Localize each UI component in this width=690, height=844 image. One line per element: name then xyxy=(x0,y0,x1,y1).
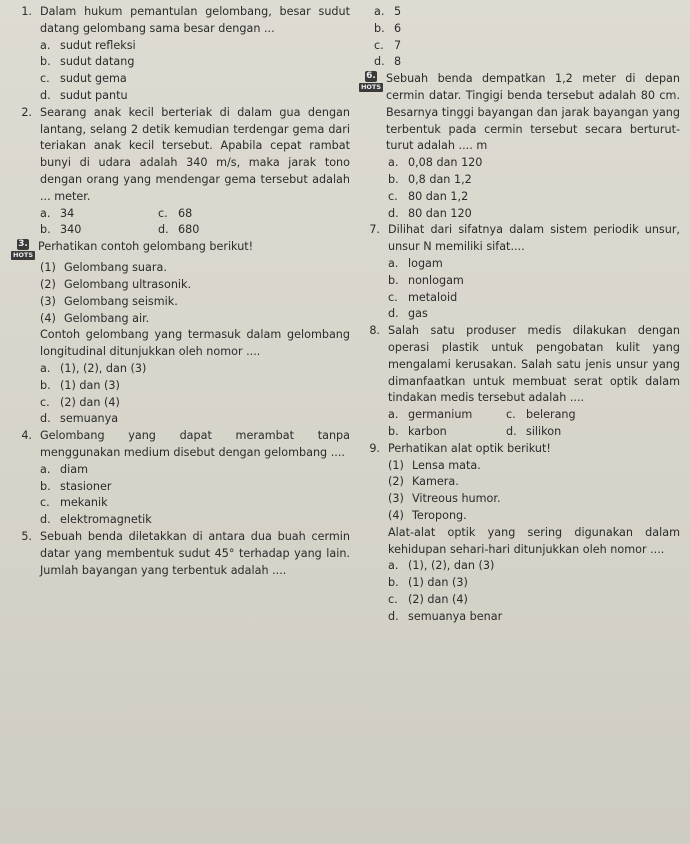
option-b[interactable]: b. 6 xyxy=(374,21,402,35)
option-a[interactable]: a. sudut refleksi xyxy=(40,38,136,52)
option-c[interactable]: c. sudut gema xyxy=(40,72,127,86)
left-column xyxy=(14,4,350,579)
option-b[interactable]: b. (1) dan (3) xyxy=(40,378,120,392)
list-item: (1) Gelombang suara. xyxy=(40,261,167,275)
option-d[interactable]: d. 80 dan 120 xyxy=(388,206,472,220)
list-item: (2) Gelombang ultrasonik. xyxy=(40,277,192,291)
question-3-options xyxy=(40,361,350,428)
option-d[interactable]: d. semuanya benar xyxy=(388,609,503,623)
option-a[interactable]: a. logam xyxy=(388,256,443,270)
question-text: Sebuah benda diletakkan di antara dua buah cermin datar yang membentuk sudut 45° terhadap yang lain. Jumlah bayangan yang terbentuk adalah .... xyxy=(40,529,350,577)
question-text: Searang anak kecil berteriak di dalam gua dengan lantang, selang 2 detik kemudian terdengar gema dari teriakan anak kecil tersebut. Apabila cepat rambat bunyi di udara adalah 340 m/s, maka jarak tono dengan orang yang mendengar gema tersebut adalah ... meter. xyxy=(40,105,350,203)
question-9-options xyxy=(388,558,680,625)
question-text: Sebuah benda dempatkan 1,2 meter di depan cermin datar. Tingigi benda tersebut adalah 80 cm. Besarnya tinggi bayangan dan jarak bayangan yang terbentuk pada cermin tersebut secara berturut-turut adalah .... m xyxy=(386,72,680,153)
list-item: (1) Lensa mata. xyxy=(388,458,481,472)
option-a[interactable]: a. (1), (2), dan (3) xyxy=(388,559,495,573)
list-item: (2) Kamera. xyxy=(388,475,459,489)
option-b[interactable]: b. sudut datang xyxy=(40,55,135,69)
option-c[interactable]: c. 80 dan 1,2 xyxy=(388,189,469,203)
list-item: (4) Teropong. xyxy=(388,508,467,522)
question-9 xyxy=(362,441,680,458)
option-d[interactable]: d. silikon xyxy=(506,424,562,438)
option-c[interactable]: c. (2) dan (4) xyxy=(40,395,120,409)
question-number: 7. xyxy=(369,223,380,237)
question-8-options xyxy=(388,407,680,441)
list-item: (3) Vitreous humor. xyxy=(388,492,501,506)
option-a[interactable]: a. 5 xyxy=(374,5,402,18)
hots-badge: 3. HOTS xyxy=(12,239,34,260)
option-a[interactable]: a. 0,08 dan 120 xyxy=(388,156,483,170)
option-a[interactable]: a. diam xyxy=(40,462,88,476)
option-d[interactable]: d. elektromagnetik xyxy=(40,513,152,527)
question-7 xyxy=(362,222,680,256)
option-d[interactable]: d. 8 xyxy=(374,55,402,69)
question-2-options xyxy=(40,206,350,240)
question-number: 9. xyxy=(369,441,380,455)
question-text: Dalam hukum pemantulan gelombang, besar sudut datang gelombang sama besar dengan ... xyxy=(40,5,350,35)
question-3 xyxy=(14,239,350,260)
question-5 xyxy=(14,529,350,579)
list-item: (3) Gelombang seismik. xyxy=(40,294,178,308)
option-c[interactable]: c. 7 xyxy=(374,38,402,52)
question-text: Dilihat dari sifatnya dalam sistem periodik unsur, unsur N memiliki sifat.... xyxy=(388,223,680,254)
question-text: Salah satu produser medis dilakukan dengan operasi plastik untuk pengobatan kulit yang mengalami kerusakan. Salah satu jenis unsur yang dimanfaatkan untuk membuat serat optik dalam tindakan medis tersebut adalah .... xyxy=(388,324,680,405)
question-4-options xyxy=(40,462,350,529)
option-b[interactable]: b. karbon xyxy=(388,424,447,438)
carryover-options xyxy=(374,4,680,71)
option-b[interactable]: b. stasioner xyxy=(40,479,112,493)
option-c[interactable]: c. metaloid xyxy=(388,290,458,304)
question-1-options xyxy=(40,38,350,105)
hots-badge: 6. HOTS xyxy=(360,71,382,92)
question-9-text2: Alat-alat optik yang sering digunakan dalam kehidupan sehari-hari ditunjukkan oleh nomor .... xyxy=(388,525,680,556)
question-8 xyxy=(362,323,680,407)
question-number: 5. xyxy=(21,529,32,543)
question-4 xyxy=(14,428,350,462)
question-3-items xyxy=(40,260,350,327)
option-c[interactable]: c. (2) dan (4) xyxy=(388,592,468,606)
option-a[interactable]: a. 34 xyxy=(40,206,75,220)
question-text: Gelombang yang dapat merambat tanpa menggunakan medium disebut dengan gelombang .... xyxy=(40,429,350,459)
option-d[interactable]: d. 680 xyxy=(158,223,200,237)
question-6-options xyxy=(388,155,680,222)
question-number: 8. xyxy=(369,324,380,338)
question-3-text2: Contoh gelombang yang termasuk dalam gelombang longitudinal ditunjukkan oleh nomor .... xyxy=(40,328,350,359)
question-text: Perhatikan contoh gelombang berikut! xyxy=(38,240,254,254)
question-9-items xyxy=(388,458,680,525)
option-a[interactable]: a. (1), (2), dan (3) xyxy=(40,361,147,375)
question-1 xyxy=(14,4,350,38)
option-b[interactable]: b. 340 xyxy=(40,223,82,237)
option-d[interactable]: d. sudut pantu xyxy=(40,88,128,102)
option-c[interactable]: c. belerang xyxy=(506,408,576,422)
question-number: 1. xyxy=(21,5,32,18)
option-b[interactable]: b. nonlogam xyxy=(388,273,464,287)
question-7-options xyxy=(388,256,680,323)
question-text: Perhatikan alat optik berikut! xyxy=(388,441,551,455)
list-item: (4) Gelombang air. xyxy=(40,311,150,325)
option-b[interactable]: b. (1) dan (3) xyxy=(388,576,468,590)
option-d[interactable]: d. gas xyxy=(388,307,428,321)
option-c[interactable]: c. 68 xyxy=(158,206,193,220)
question-6 xyxy=(362,71,680,155)
question-2 xyxy=(14,105,350,206)
option-b[interactable]: b. 0,8 dan 1,2 xyxy=(388,172,472,186)
option-a[interactable]: a. germanium xyxy=(388,408,473,422)
question-number: 2. xyxy=(21,105,32,119)
right-column xyxy=(362,4,680,625)
option-d[interactable]: d. semuanya xyxy=(40,412,119,426)
question-number: 4. xyxy=(21,429,32,443)
option-c[interactable]: c. mekanik xyxy=(40,496,108,510)
